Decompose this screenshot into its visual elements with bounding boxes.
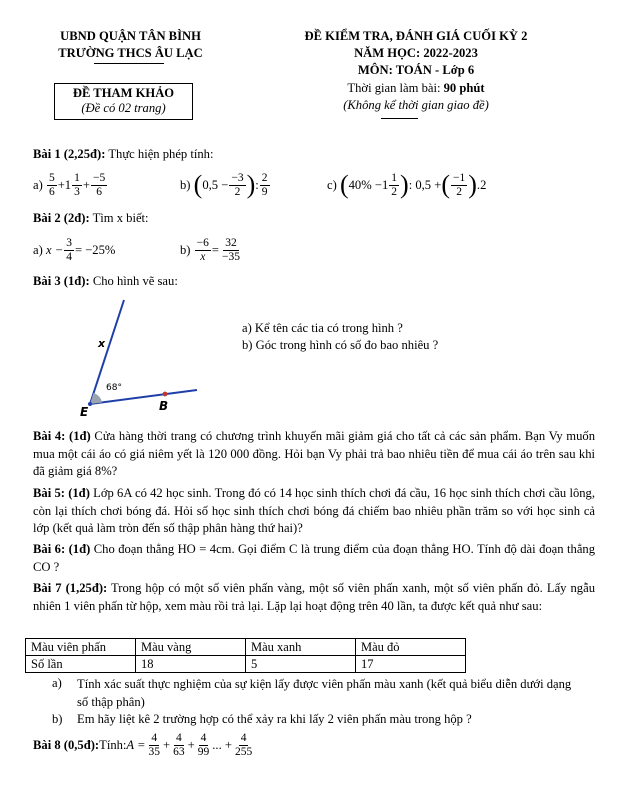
bai3-question-b: b) Góc trong hình có số đo bao nhiêu ? <box>242 338 439 352</box>
bai7-qb-label: b) <box>52 712 63 726</box>
bai7-question-b: Em hãy liệt kê 2 trường hợp có thể xảy ra khi lấy 2 viên phấn màu trong hộp ? <box>77 712 472 726</box>
table-cell: Màu xanh <box>246 639 356 656</box>
exam-title: ĐỀ KIỂM TRA, ĐÁNH GIÁ CUỐI KỲ 2 <box>304 29 528 43</box>
label-angle: 68° <box>106 383 122 393</box>
chalk-color-table <box>25 638 466 673</box>
bai7-text: Bài 7 (1,25đ): Trong hộp có một số viên phấn vàng, một số viên phấn xanh, một số viên phấn đỏ. Lấy ngẫu nhiên 1 viên phấn từ hộp, xem màu rồi trả lại. Lặp lại hoạt động trên 40 lần, ta được kết quả như sau: <box>33 581 595 613</box>
bai4-text: Bài 4: (1đ) Cửa hàng thời trang có chương trình khuyến mãi giảm giá cho tất cả các sản phẩm. Bạn Vy muốn mua một cái áo có giá niêm yết là 120 000 đồng. Hỏi bạn Vy phải trả bao nhiêu tiền để mua cái áo trên sau khi đã giảm giá 8%? <box>33 429 595 478</box>
reference-exam-pages: (Đề có 02 trang) <box>81 101 166 115</box>
bai5-text: Bài 5: (1đ) Lớp 6A có 42 học sinh. Trong đó có 14 học sinh thích chơi đá cầu, 16 học sinh thích chơi cầu lông, còn lại thích chơi bóng đá. Hỏi số học sinh thích chơi bóng đá chiếm bao nhiêu phần trăm so với học sinh cả lớp (kết quả làm tròn đến số thập phân hàng thứ hai)? <box>33 486 595 535</box>
table-cell: Màu viên phấn <box>26 639 136 656</box>
bai6-text: Bài 6: (1đ) Cho đoạn thẳng HO = 4cm. Gọi điểm C là trung điểm của đoạn thẳng HO. Tính độ dài đoạn thẳng CO ? <box>33 542 596 574</box>
bai2-heading: Bài 2 (2đ): Tìm x biết: <box>33 211 149 225</box>
point-b <box>163 392 168 397</box>
label-x: x <box>98 337 106 350</box>
angle-figure <box>70 290 210 420</box>
bai7-question-a: Tính xác suất thực nghiệm của sự kiện lấy được viên phấn màu xanh (kết quả biểu diễn dưới dạng số thập phân) <box>77 677 572 709</box>
reference-exam-title: ĐỀ THAM KHẢO <box>72 86 175 100</box>
bai1-part-b: b) ( 0,5 − $\frac{-3}{2}$ ) : $\frac{2}{9}$ <box>180 170 268 199</box>
bai3-question-a: a) Kể tên các tia có trong hình ? <box>242 321 403 335</box>
header-underline-left <box>94 63 164 64</box>
bai1-part-a: a) $\frac{5}{6}$ +1 $\frac{1}{3}$ + $\frac{-5}{6}$ <box>33 172 106 198</box>
table-header-row <box>26 639 466 656</box>
reference-exam-box <box>54 83 193 120</box>
table-cell: 5 <box>246 656 356 673</box>
school-name: TRƯỜNG THCS ÂU LẠC <box>58 46 203 60</box>
angle-arc <box>90 393 102 404</box>
bai1-heading: Bài 1 (2,25đ): Thực hiện phép tính: <box>33 147 214 161</box>
bai7-qa-label: a) <box>52 676 62 690</box>
table-cell: Màu đỏ <box>356 639 466 656</box>
label-e: E <box>80 405 89 419</box>
table-cell: Màu vàng <box>136 639 246 656</box>
bai1-part-c: c) ( 40% −1 $\frac{1}{2}$ ) : 0,5 + ( $\frac{-1}{2}$ ) .2 <box>327 170 487 199</box>
subject: MÔN: TOÁN - Lớp 6 <box>357 63 475 77</box>
header-underline-right <box>381 118 418 119</box>
label-b: B <box>159 399 169 413</box>
table-cell: Số lần <box>26 656 136 673</box>
school-year: NĂM HỌC: 2022-2023 <box>354 46 478 60</box>
table-row <box>26 656 466 673</box>
school-district: UBND QUẬN TÂN BÌNH <box>60 29 201 43</box>
point-e <box>88 402 92 406</box>
bai8-expression: Bài 8 (0,5đ): Tính: A = $\frac{4}{35}$ + $\frac{4}{63}$ + $\frac{4}{99}$ ... + $\frac{4}{255}$ <box>33 732 253 758</box>
bai2-part-a: a) x − $\frac{3}{4}$ = −25% <box>33 237 116 263</box>
bai2-part-b: b) $\frac{-6}{x}$ = $\frac{32}{-35}$ <box>180 237 241 263</box>
exam-duration-note: (Không kể thời gian giao đề) <box>343 98 489 112</box>
table-cell: 18 <box>136 656 246 673</box>
bai3-heading: Bài 3 (1đ): Cho hình vẽ sau: <box>33 274 178 288</box>
table-cell: 17 <box>356 656 466 673</box>
exam-duration: Thời gian làm bài: 90 phút <box>347 81 485 95</box>
